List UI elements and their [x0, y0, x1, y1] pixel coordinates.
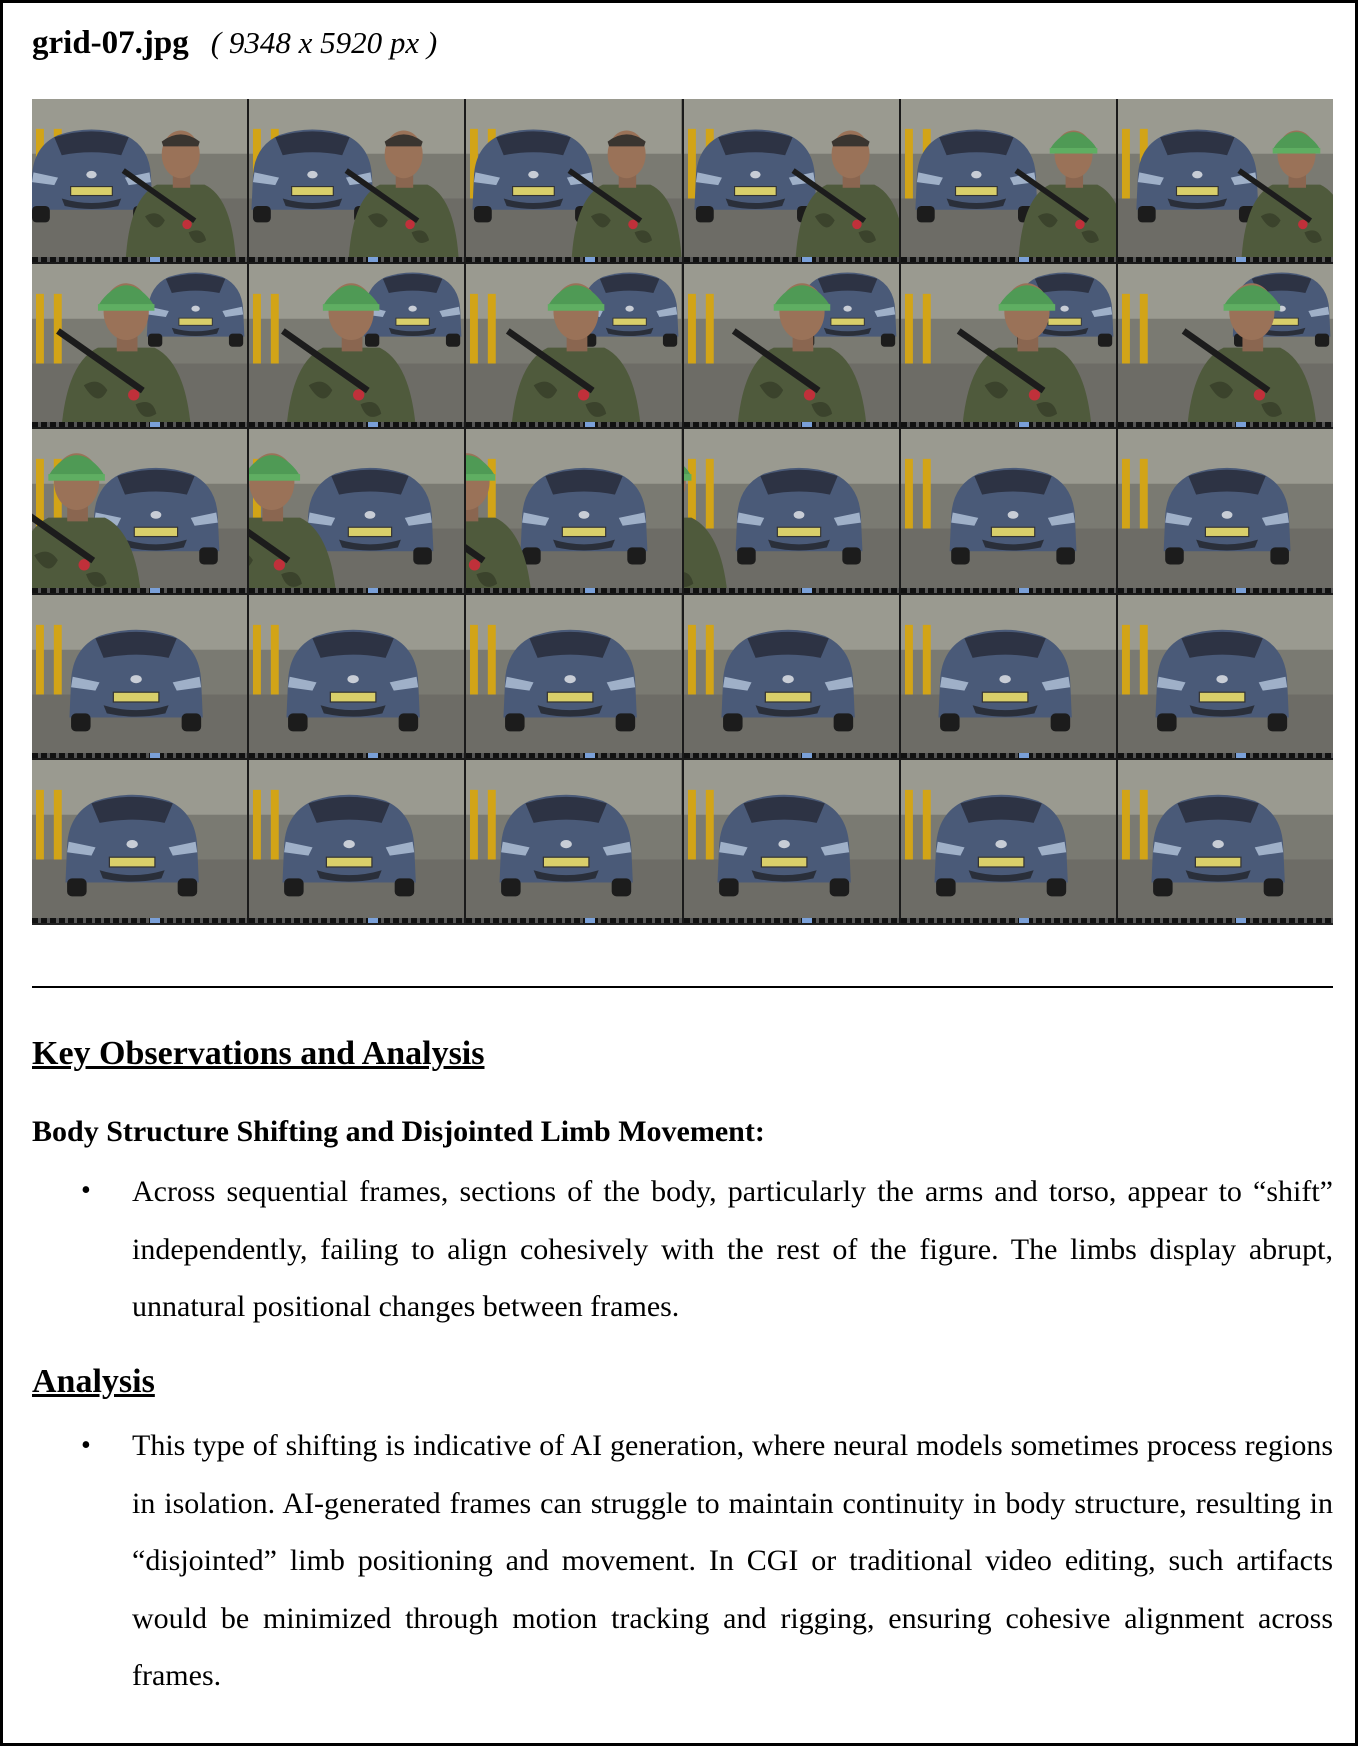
timeline-strip — [466, 588, 681, 593]
timeline-strip — [901, 422, 1116, 427]
image-title — [32, 25, 437, 62]
timeline-marker — [1019, 918, 1029, 923]
timeline-marker — [1019, 588, 1029, 593]
horizontal-divider — [32, 986, 1333, 988]
analysis-paragraph: This type of shifting is indicative of AI generation, where neural models sometimes process regions in isolation. AI-generated frames can struggle to maintain continuity in body structure, resulting in “disjointed” limb positioning and movement. In CGI or traditional video editing, such artifacts would be minimized through motion tracking and rigging, ensuring cohesive alignment across frames. — [132, 1429, 1333, 1692]
timeline-strip — [466, 753, 681, 758]
video-frame-thumbnail — [32, 264, 247, 427]
frame-grid-image — [32, 99, 1333, 925]
video-frame-thumbnail — [249, 429, 464, 592]
timeline-marker — [1019, 257, 1029, 262]
video-frame-thumbnail — [32, 99, 247, 262]
timeline-marker — [585, 257, 595, 262]
timeline-marker — [585, 588, 595, 593]
video-frame-thumbnail — [1118, 760, 1333, 923]
observation-paragraph: Across sequential frames, sections of the body, particularly the arms and torso, appear to “shift” independently, failing to align cohesively with the rest of the figure. The limbs display abrupt, unnatural positional changes between frames. — [132, 1175, 1333, 1323]
timeline-strip — [466, 918, 681, 923]
timeline-marker — [802, 588, 812, 593]
video-frame-thumbnail — [901, 429, 1116, 592]
timeline-strip — [249, 422, 464, 427]
timeline-strip — [901, 257, 1116, 262]
timeline-strip — [1118, 422, 1333, 427]
video-frame-thumbnail — [1118, 429, 1333, 592]
video-frame-thumbnail — [1118, 99, 1333, 262]
section-heading: Key Observations and Analysis — [32, 1035, 485, 1072]
video-frame-thumbnail — [32, 760, 247, 923]
timeline-marker — [150, 588, 160, 593]
video-frame-thumbnail — [684, 760, 899, 923]
timeline-marker — [802, 753, 812, 758]
timeline-strip — [1118, 918, 1333, 923]
video-frame-thumbnail — [901, 99, 1116, 262]
video-frame-thumbnail — [1118, 595, 1333, 758]
video-frame-thumbnail — [249, 760, 464, 923]
timeline-marker — [150, 257, 160, 262]
timeline-marker — [1236, 588, 1246, 593]
timeline-strip — [32, 257, 247, 262]
timeline-marker — [1236, 753, 1246, 758]
video-frame-thumbnail — [466, 595, 681, 758]
timeline-strip — [32, 422, 247, 427]
video-frame-thumbnail — [901, 760, 1116, 923]
timeline-strip — [32, 918, 247, 923]
timeline-strip — [249, 753, 464, 758]
video-frame-thumbnail — [901, 595, 1116, 758]
timeline-strip — [249, 257, 464, 262]
timeline-strip — [249, 918, 464, 923]
timeline-marker — [1019, 422, 1029, 427]
timeline-marker — [585, 422, 595, 427]
filename: grid-07.jpg — [32, 25, 189, 61]
timeline-marker — [150, 422, 160, 427]
video-frame-thumbnail — [466, 99, 681, 262]
timeline-marker — [368, 918, 378, 923]
timeline-strip — [684, 588, 899, 593]
timeline-strip — [901, 753, 1116, 758]
timeline-marker — [802, 257, 812, 262]
timeline-marker — [1236, 422, 1246, 427]
timeline-marker — [802, 422, 812, 427]
image-dimensions: ( 9348 x 5920 px ) — [210, 25, 438, 60]
timeline-marker — [1236, 918, 1246, 923]
timeline-strip — [32, 753, 247, 758]
timeline-marker — [585, 753, 595, 758]
bullet-marker: • — [81, 1175, 91, 1206]
video-frame-thumbnail — [684, 264, 899, 427]
timeline-strip — [684, 918, 899, 923]
timeline-strip — [1118, 588, 1333, 593]
timeline-strip — [466, 257, 681, 262]
video-frame-thumbnail — [466, 760, 681, 923]
timeline-strip — [684, 257, 899, 262]
timeline-marker — [150, 753, 160, 758]
timeline-marker — [1236, 257, 1246, 262]
timeline-marker — [368, 753, 378, 758]
timeline-marker — [802, 918, 812, 923]
video-frame-thumbnail — [466, 429, 681, 592]
video-frame-thumbnail — [249, 264, 464, 427]
timeline-marker — [1019, 753, 1029, 758]
timeline-strip — [1118, 753, 1333, 758]
timeline-marker — [368, 422, 378, 427]
timeline-marker — [585, 918, 595, 923]
timeline-marker — [150, 918, 160, 923]
video-frame-thumbnail — [1118, 264, 1333, 427]
timeline-strip — [1118, 257, 1333, 262]
timeline-strip — [466, 422, 681, 427]
video-frame-thumbnail — [684, 595, 899, 758]
timeline-strip — [684, 753, 899, 758]
timeline-strip — [32, 588, 247, 593]
bullet-marker: • — [81, 1430, 91, 1461]
video-frame-thumbnail — [249, 595, 464, 758]
video-frame-thumbnail — [684, 429, 899, 592]
video-frame-thumbnail — [32, 429, 247, 592]
video-frame-thumbnail — [249, 99, 464, 262]
video-frame-thumbnail — [466, 264, 681, 427]
analysis-heading: Analysis — [32, 1363, 155, 1400]
timeline-marker — [368, 257, 378, 262]
subheading: Body Structure Shifting and Disjointed Limb Movement: — [32, 1115, 765, 1148]
timeline-strip — [684, 422, 899, 427]
video-frame-thumbnail — [684, 99, 899, 262]
timeline-strip — [901, 588, 1116, 593]
timeline-strip — [249, 588, 464, 593]
video-frame-thumbnail — [32, 595, 247, 758]
timeline-marker — [368, 588, 378, 593]
video-frame-thumbnail — [901, 264, 1116, 427]
timeline-strip — [901, 918, 1116, 923]
